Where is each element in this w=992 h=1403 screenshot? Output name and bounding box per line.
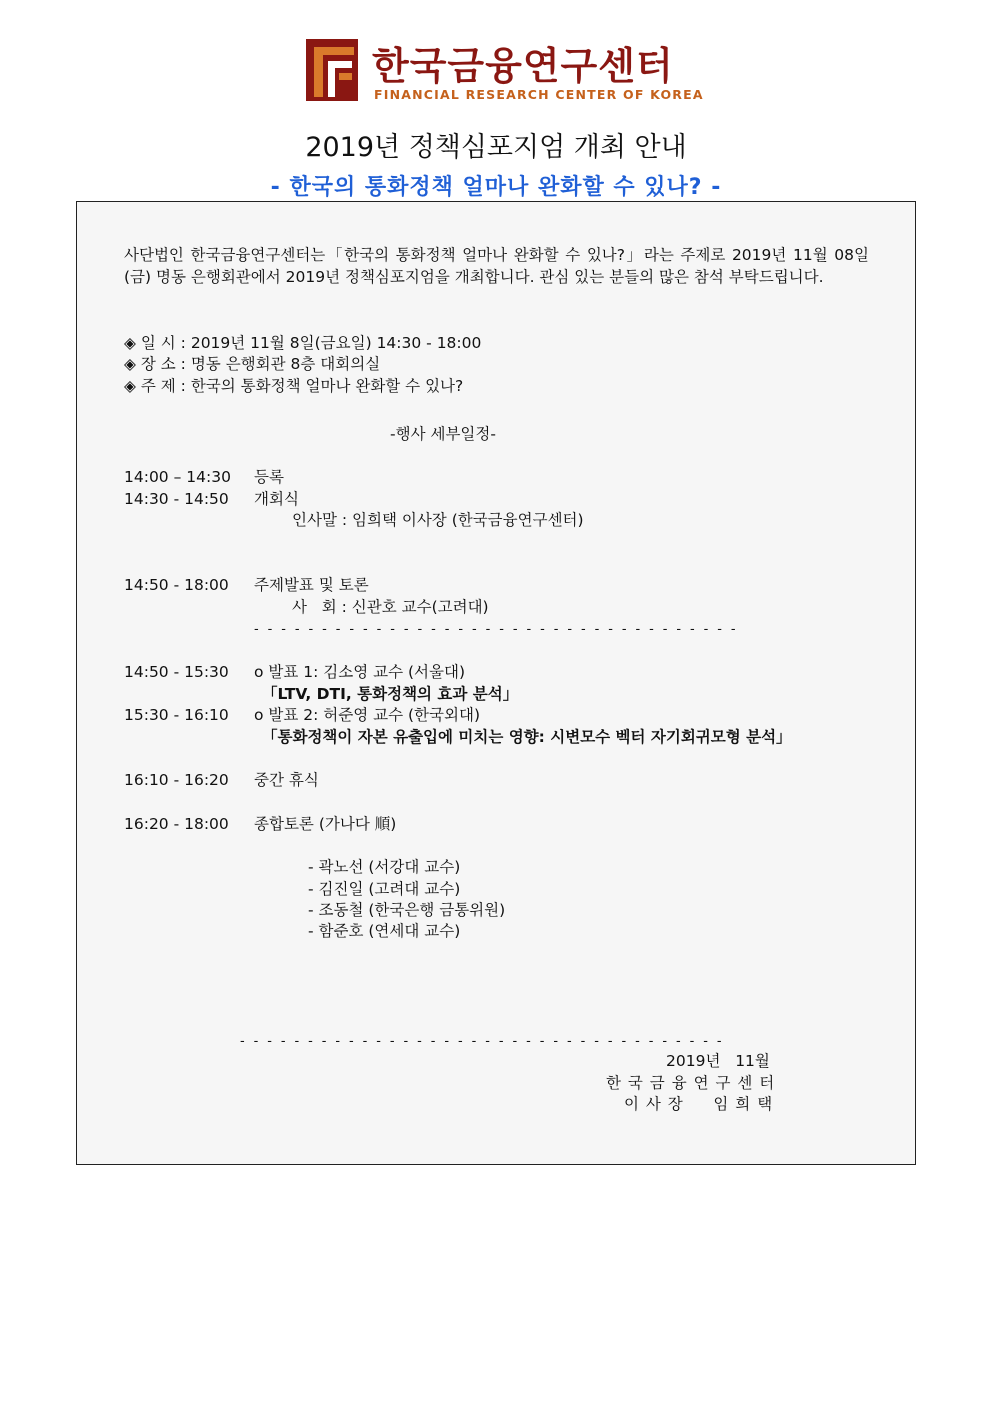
panelist: - 조동철 (한국은행 금통위원): [308, 901, 506, 919]
schedule-time: 14:00 – 14:30: [124, 468, 231, 486]
panelist: - 함준호 (연세대 교수): [308, 922, 461, 940]
schedule-item: 중간 휴식: [254, 771, 319, 789]
diamond-bullet-icon: ◈: [124, 377, 136, 395]
detail-row-topic: [124, 376, 463, 397]
separator-line: - - - - - - - - - - - - - - - - - - - - - - - - - - - - - - - - - - - -: [254, 622, 738, 637]
schedule-item: o 발표 1: 김소영 교수 (서울대): [254, 663, 466, 681]
logo: [306, 39, 704, 103]
footer-organization: 한 국 금 융 연 구 센 터: [606, 1074, 776, 1092]
schedule-subitem: 사 회 : 신관호 교수(고려대): [292, 598, 489, 616]
logo-korean-name: 한국금융연구센터: [372, 44, 674, 88]
detail-label: 주 제 :: [140, 377, 186, 395]
detail-value: 한국의 통화정책 얼마나 완화할 수 있나?: [190, 377, 464, 395]
schedule-time: 15:30 - 16:10: [124, 706, 229, 724]
page-title: 2019년 정책심포지엄 개최 안내: [305, 132, 687, 163]
detail-label: 장 소 :: [140, 355, 186, 373]
diamond-bullet-icon: ◈: [124, 334, 136, 352]
schedule-item: 등록: [254, 468, 284, 486]
panelist: - 김진일 (고려대 교수): [308, 880, 461, 898]
footer-date: 2019년 11월: [666, 1052, 770, 1070]
footer-signer: 이 사 장 임 희 택: [624, 1095, 774, 1113]
schedule-item: 종합토론 (가나다 順): [254, 815, 397, 833]
talk-topic: 「LTV, DTI, 통화정책의 효과 분석」: [262, 685, 519, 703]
footer-separator: - - - - - - - - - - - - - - - - - - - - - - - - - - - - - - - - - - - -: [240, 1034, 724, 1049]
schedule-time: 16:10 - 16:20: [124, 771, 229, 789]
logo-english-name: FINANCIAL RESEARCH CENTER OF KOREA: [374, 87, 704, 102]
frc-logo-icon: [306, 39, 358, 101]
detail-row-datetime: [124, 333, 481, 354]
schedule-time: 14:50 - 15:30: [124, 663, 229, 681]
schedule-time: 14:30 - 14:50: [124, 490, 229, 508]
schedule-item: 주제발표 및 토론: [254, 576, 369, 594]
schedule-subitem: 인사말 : 임희택 이사장 (한국금융연구센터): [292, 511, 584, 529]
intro-paragraph: 사단법인 한국금융연구센터는「한국의 통화정책 얼마나 완화할 수 있나?」라는 주제로 2019년 11월 08일(금) 명동 은행회관에서 2019년 정책심포지엄을 개최합니다. 관심 있는 분들의 많은 참석 부탁드립니다.: [124, 246, 869, 286]
schedule-time: 14:50 - 18:00: [124, 576, 229, 594]
schedule-item: o 발표 2: 허준영 교수 (한국외대): [254, 706, 480, 724]
detail-value: 명동 은행회관 8층 대회의실: [190, 355, 381, 373]
diamond-bullet-icon: ◈: [124, 355, 136, 373]
talk-topic: 「통화정책이 자본 유출입에 미치는 영향: 시변모수 벡터 자기회귀모형 분석」: [262, 728, 792, 746]
detail-label: 일 시 :: [140, 334, 186, 352]
notice-box: [76, 201, 916, 1165]
page-subtitle: - 한국의 통화정책 얼마나 완화할 수 있나? -: [270, 175, 722, 200]
schedule-item: 개회식: [254, 490, 299, 508]
schedule-time: 16:20 - 18:00: [124, 815, 229, 833]
panelist: - 곽노선 (서강대 교수): [308, 858, 461, 876]
detail-row-venue: [124, 354, 380, 375]
detail-value: 2019년 11월 8일(금요일) 14:30 - 18:00: [190, 334, 482, 352]
schedule-heading: -행사 세부일정-: [390, 425, 496, 443]
